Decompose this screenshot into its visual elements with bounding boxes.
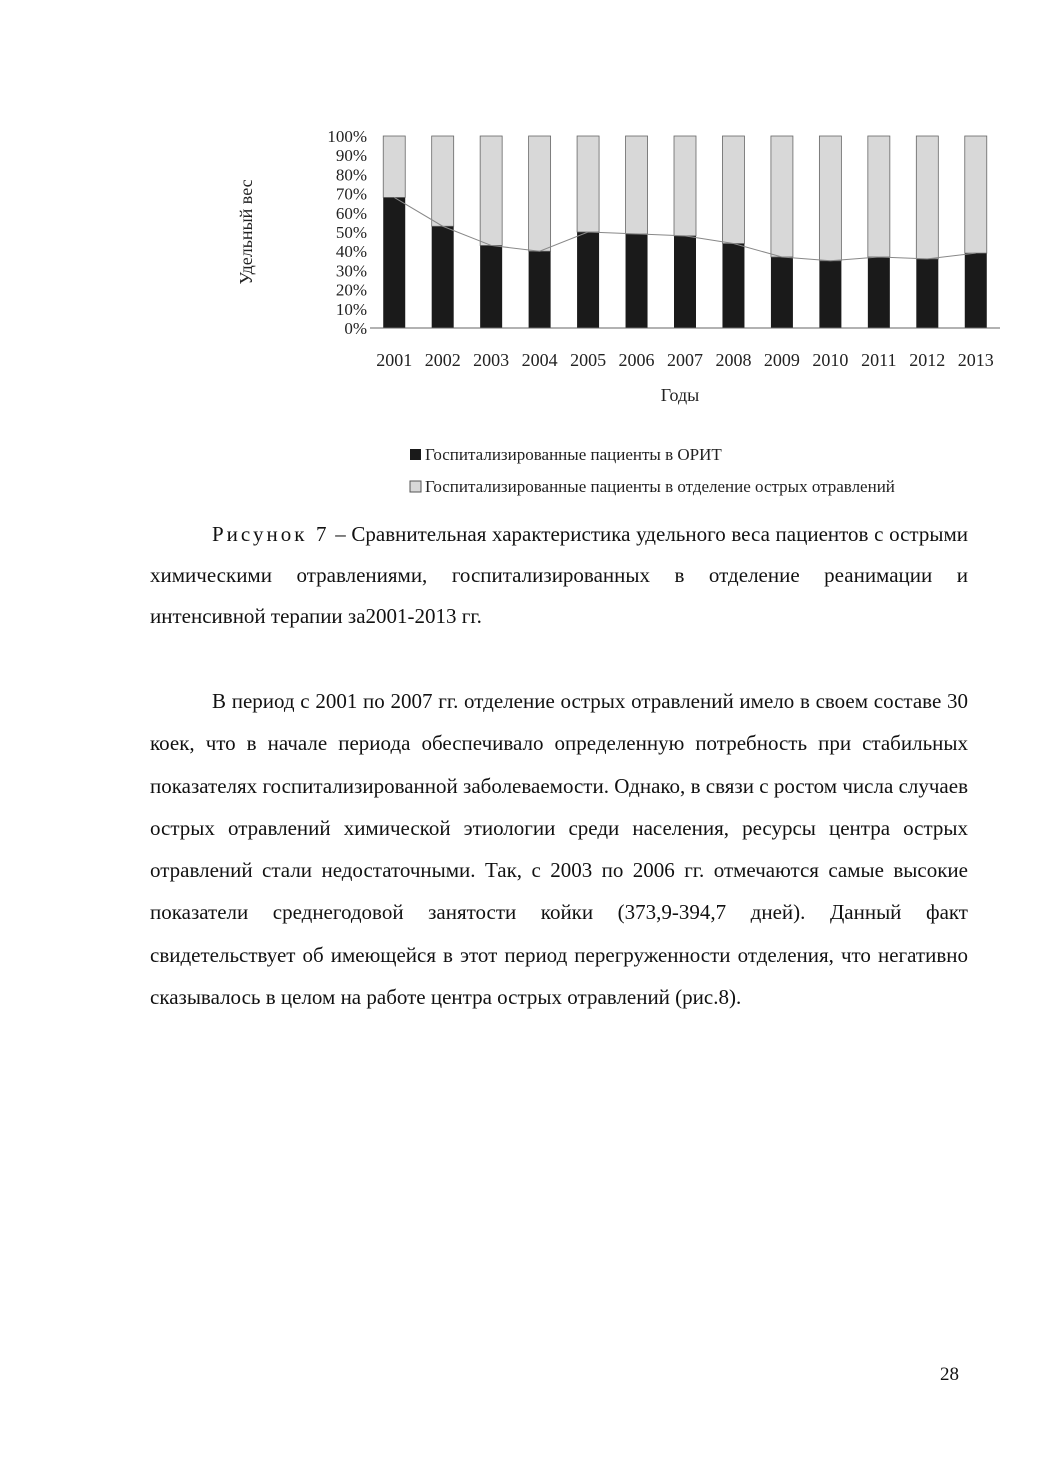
bar-orit [577, 232, 599, 328]
y-axis-label: Удельный вес [236, 179, 256, 285]
bar-orit [432, 226, 454, 328]
bar-toxicology [577, 136, 599, 232]
bar-orit [819, 261, 841, 328]
legend-swatch-orit [410, 449, 421, 460]
x-axis-ticks [376, 350, 994, 370]
x-tick-label: 2013 [957, 350, 994, 370]
legend [410, 445, 895, 496]
bar-orit [916, 259, 938, 328]
x-axis-label: Годы [660, 385, 700, 405]
y-tick-label: 30% [335, 261, 367, 281]
bar-toxicology [674, 136, 696, 236]
x-tick-label: 2007 [667, 350, 703, 370]
bar-orit [722, 244, 744, 328]
bar-orit [771, 257, 793, 328]
bar-toxicology [626, 136, 648, 234]
bar-toxicology [480, 136, 502, 245]
figure-caption [150, 514, 968, 637]
x-tick-label: 2009 [763, 350, 800, 370]
y-tick-label: 80% [335, 165, 367, 185]
bar-toxicology [432, 136, 454, 226]
chart-bars [383, 136, 987, 328]
y-tick-label: 90% [335, 146, 367, 166]
x-tick-label: 2001 [376, 350, 413, 370]
y-tick-label: 50% [335, 223, 367, 242]
y-tick-label: 0% [344, 319, 367, 338]
y-tick-label: 70% [335, 184, 367, 204]
y-tick-label: 100% [327, 127, 367, 146]
stacked-bar-chart [220, 120, 1020, 510]
bar-toxicology [771, 136, 793, 257]
body-paragraph: В период с 2001 по 2007 гг. отделение острых отравлений имело в своем составе 30 коек, что в начале периода обеспечивало определенную потребность при стабильных показателях госпитализированной заболеваемости. Однако, в связи с ростом числа случаев острых отравлений химической этиологии среди населения, ресурсы центра острых отравлений стали недостаточными. Так, с 2003 по 2006 гг. отмечаются самые высокие показатели среднегодовой занятости койки (373,9-394,7 дней). Данный факт свидетельствует об имеющейся в этот период перегруженности отделения, что негативно сказывалось в целом на работе центра острых отравлений (рис.8). [150, 689, 968, 1010]
x-tick-label: 2004 [521, 350, 558, 370]
bar-orit [529, 251, 551, 328]
y-tick-label: 40% [335, 242, 367, 262]
legend-swatch-toxicology [410, 481, 421, 492]
bar-orit [965, 253, 987, 328]
x-tick-label: 2003 [473, 350, 510, 370]
bar-toxicology [965, 136, 987, 253]
y-tick-label: 60% [335, 203, 367, 223]
bar-orit [868, 257, 890, 328]
y-axis-ticks [327, 127, 367, 338]
x-tick-label: 2006 [618, 350, 655, 370]
legend-label-toxicology: Госпитализированные пациенты в отделение острых отравлений [425, 477, 895, 496]
bar-toxicology [529, 136, 551, 251]
bar-toxicology [722, 136, 744, 244]
bar-toxicology [916, 136, 938, 259]
page-number: 28 [940, 1364, 959, 1385]
x-tick-label: 2012 [909, 350, 946, 370]
bar-orit [674, 236, 696, 328]
bar-orit [480, 245, 502, 328]
x-tick-label: 2002 [424, 350, 461, 370]
y-tick-label: 10% [335, 299, 367, 319]
figure-caption-text: – Сравнительная характеристика удельного веса пациентов с острыми химическими отравлениями, госпитализированных в отделение реанимации и интенсивной терапии за2001-2013 гг. [150, 522, 968, 628]
figure-label: Рисунок 7 [212, 522, 330, 546]
y-tick-label: 20% [335, 280, 367, 300]
x-tick-label: 2011 [861, 350, 897, 370]
bar-toxicology [383, 136, 405, 197]
bar-toxicology [868, 136, 890, 257]
x-tick-label: 2008 [715, 350, 752, 370]
bar-orit [626, 234, 648, 328]
legend-label-orit: Госпитализированные пациенты в ОРИТ [425, 445, 722, 464]
bar-toxicology [819, 136, 841, 261]
bar-orit [383, 197, 405, 328]
x-tick-label: 2010 [812, 350, 849, 370]
x-tick-label: 2005 [570, 350, 607, 370]
